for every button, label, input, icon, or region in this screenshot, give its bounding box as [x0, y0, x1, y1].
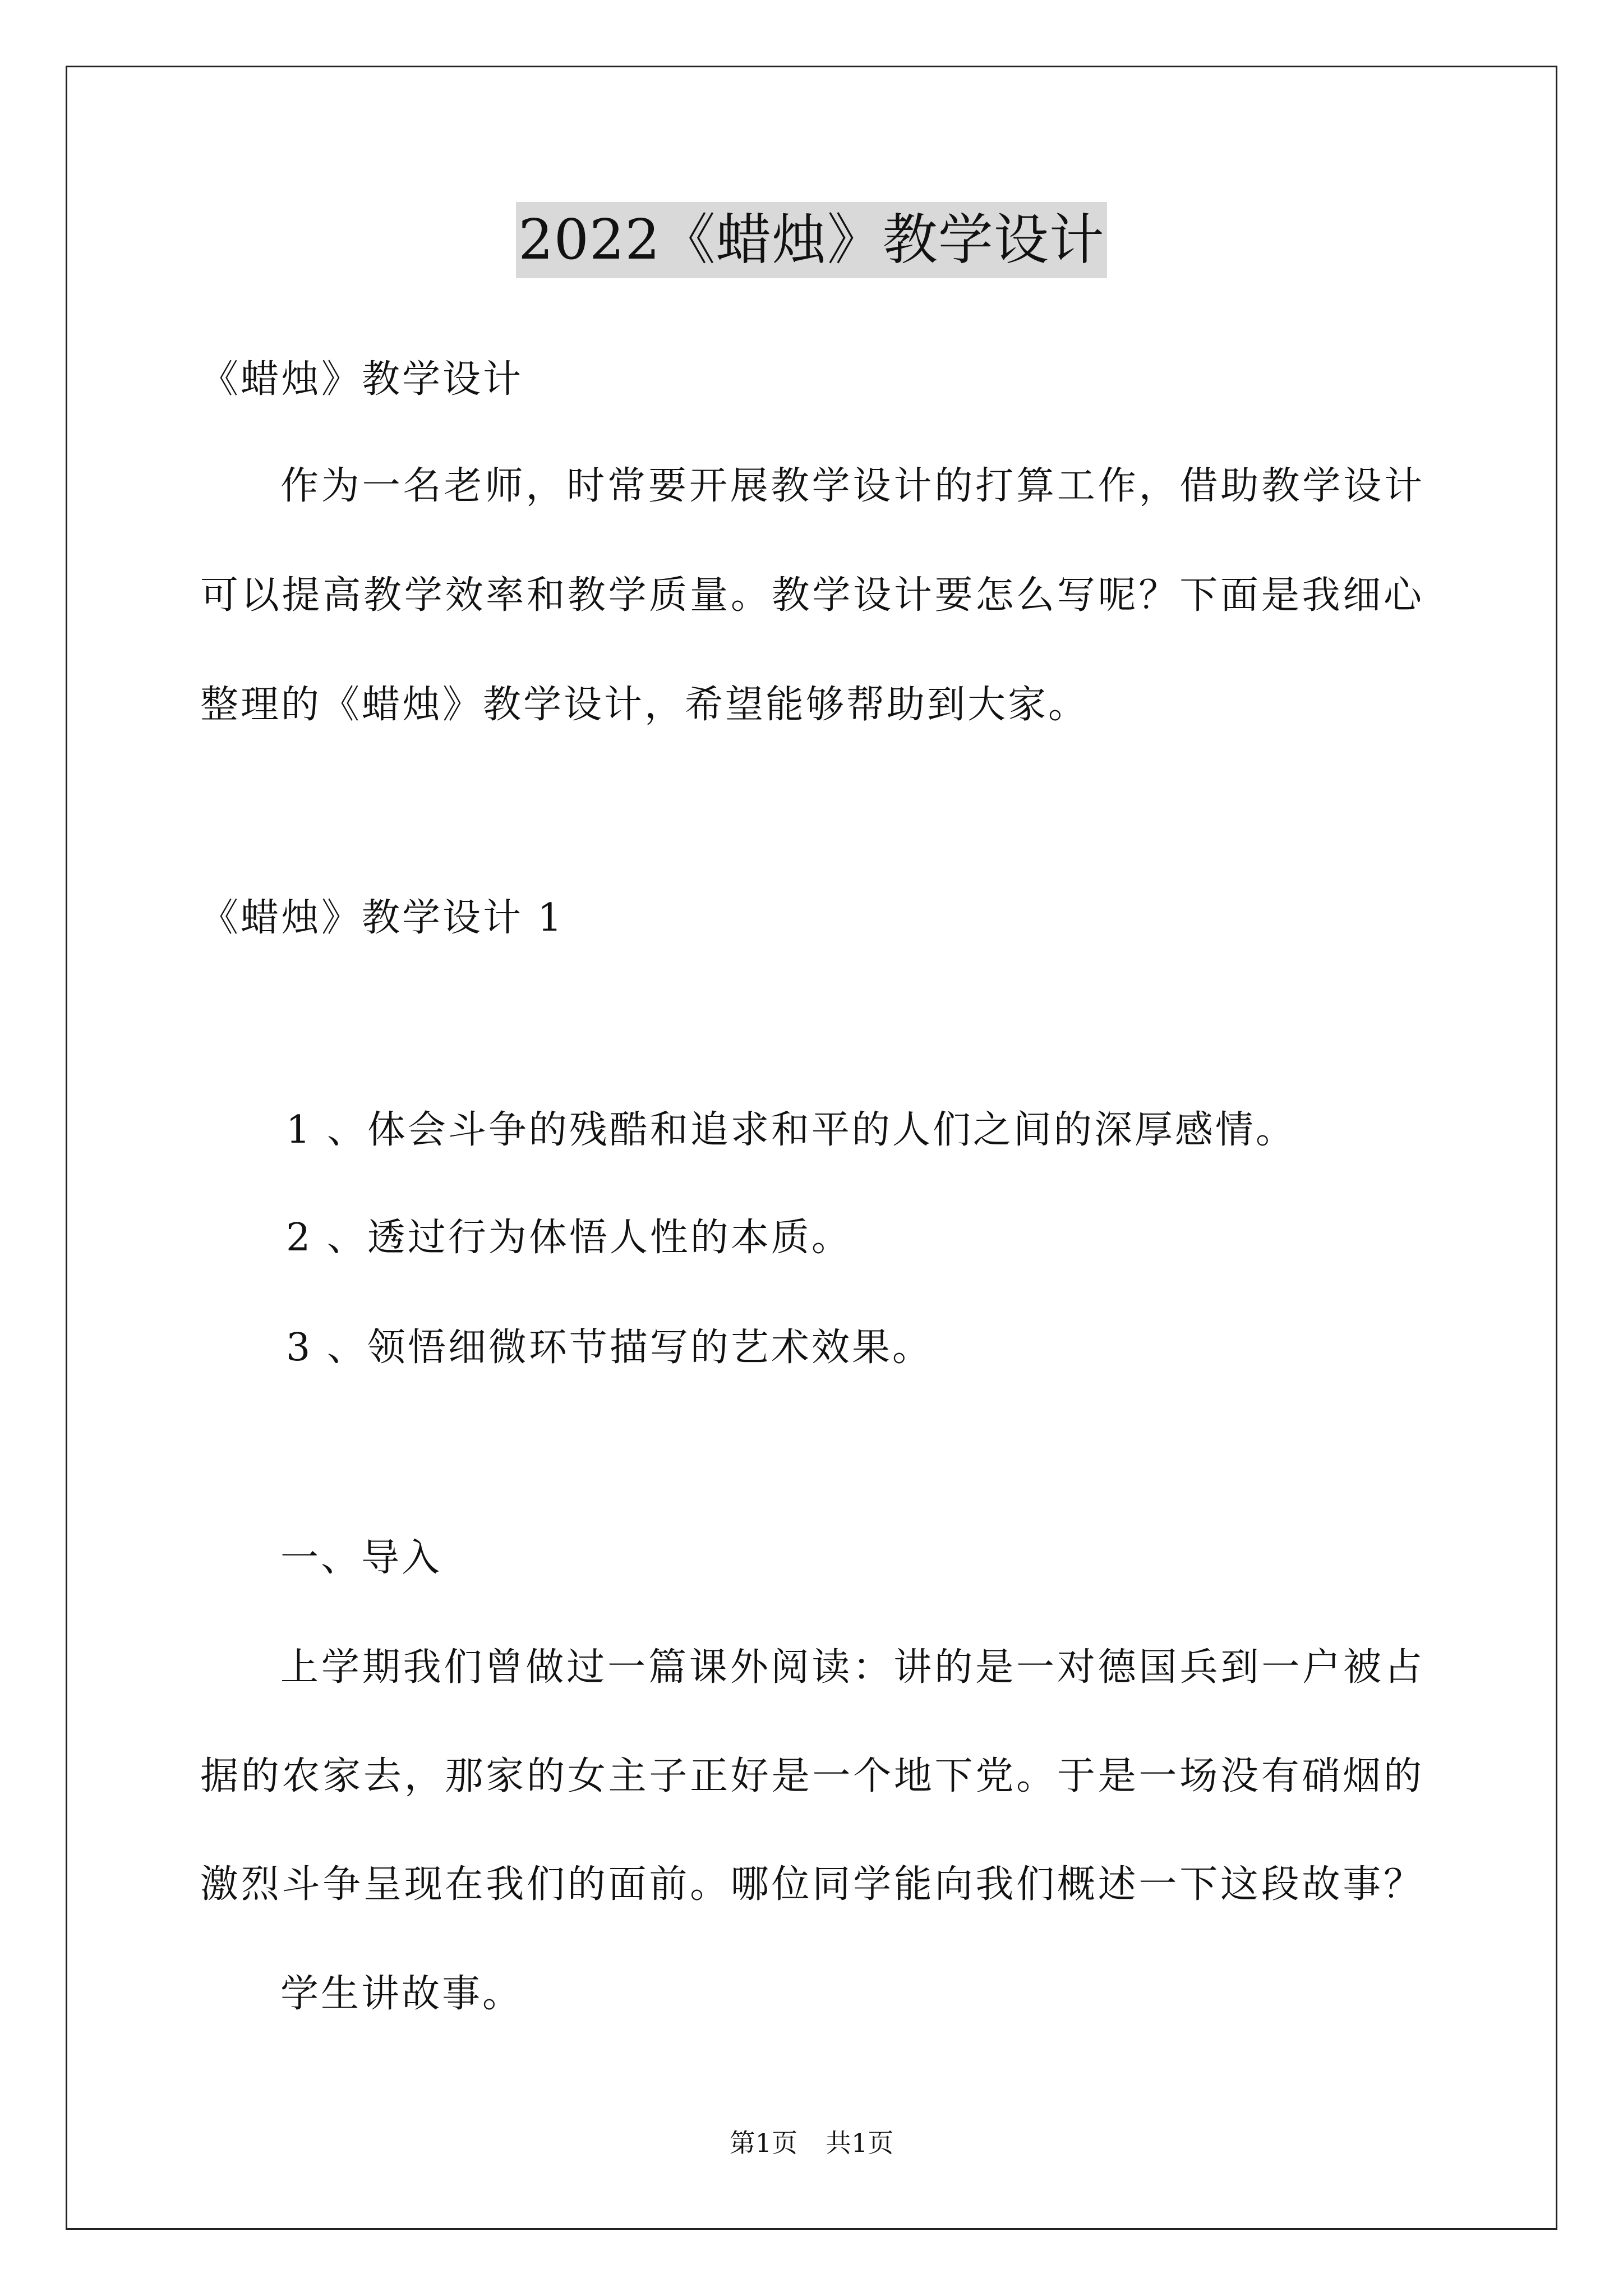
- page-number: 第1页: [729, 2128, 797, 2158]
- title-block: [0, 202, 1623, 278]
- page-total: 共1页: [826, 2128, 894, 2158]
- intro-line-1: 作为一名老师，时常要开展教学设计的打算工作，借助教学设计: [280, 464, 1424, 508]
- section-title: 《蜡烛》教学设计 1: [200, 896, 564, 940]
- document-title: 2022《蜡烛》教学设计: [516, 202, 1106, 278]
- page-footer: [0, 2126, 1623, 2160]
- body-line-2: 据的农家去，那家的女主子正好是一个地下党。于是一场没有硝烟的: [200, 1754, 1424, 1798]
- subtitle: 《蜡烛》教学设计: [200, 357, 524, 402]
- intro-line-2: 可以提高教学效率和教学质量。教学设计要怎么写呢？下面是我细心: [200, 573, 1424, 618]
- goal-item-2: 2 、透过行为体悟人性的本质。: [286, 1216, 852, 1260]
- part-heading: 一、导入: [280, 1536, 442, 1580]
- body-line-3: 激烈斗争呈现在我们的面前。哪位同学能向我们概述一下这段故事？: [200, 1862, 1424, 1907]
- student-line: 学生讲故事。: [280, 1972, 523, 2016]
- goal-item-3: 3 、领悟细微环节描写的艺术效果。: [286, 1326, 933, 1370]
- goal-item-1: 1 、体会斗争的残酷和追求和平的人们之间的深厚感情。: [286, 1108, 1296, 1152]
- body-line-1: 上学期我们曾做过一篇课外阅读：讲的是一对德国兵到一户被占: [280, 1645, 1424, 1690]
- intro-line-3: 整理的《蜡烛》教学设计，希望能够帮助到大家。: [200, 683, 1089, 727]
